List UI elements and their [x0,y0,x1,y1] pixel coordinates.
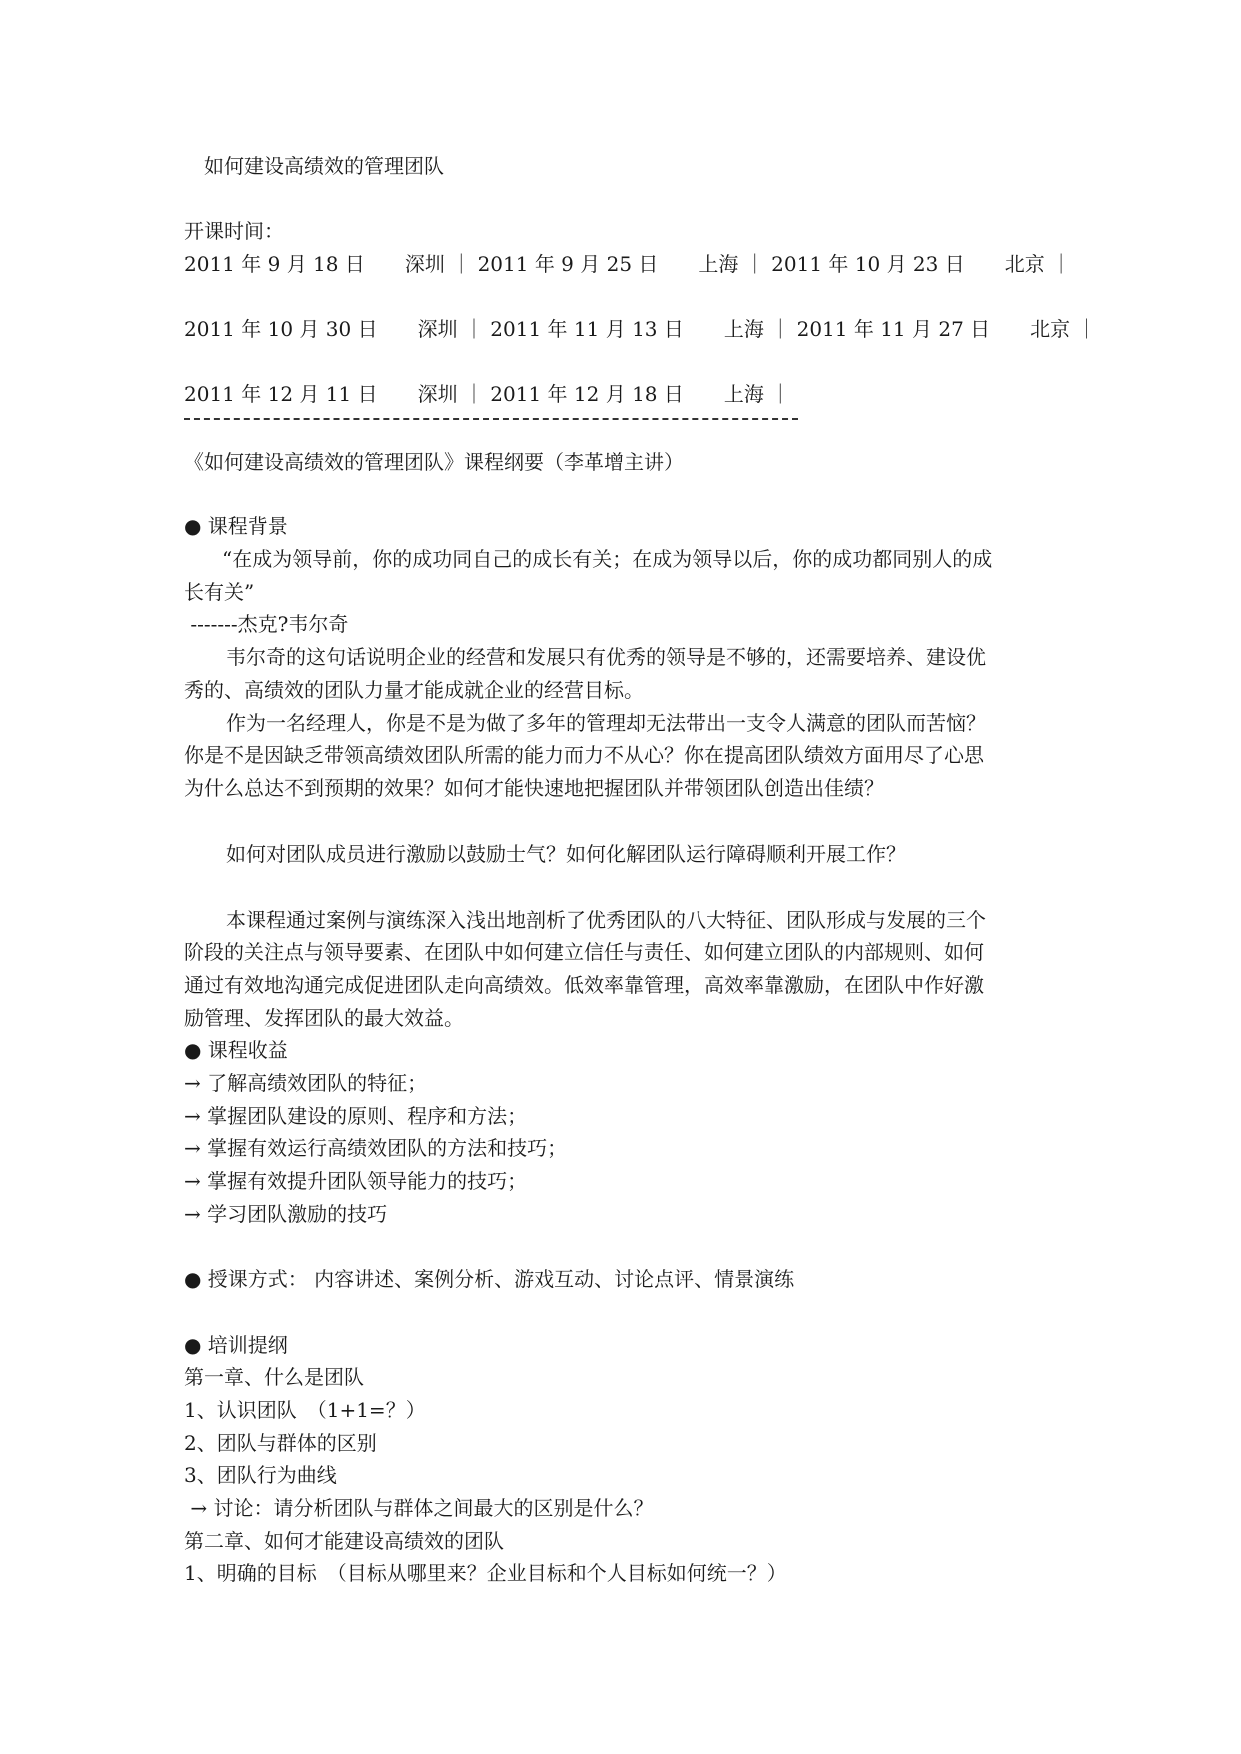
quote-line: 长有关” [184,580,255,604]
benefit-item: → 掌握团队建设的原则、程序和方法； [184,1104,528,1128]
schedule-row: 2011 年 10 月 30 日 深圳 ｜ 2011 年 11 月 13 日 上海 ｜ 2011 年 11 月 27 日 北京 ｜ [184,317,1097,341]
benefit-item: → 掌握有效运行高绩效团队的方法和技巧； [184,1136,568,1160]
paragraph-line: 你是不是因缺乏带领高绩效团队所需的能力而力不从心？你在提高团队绩效方面用尽了心思 [184,743,984,767]
paragraph-line: 韦尔奇的这句话说明企业的经营和发展只有优秀的领导是不够的，还需要培养、建设优 [226,645,986,669]
outline-item: 第二章、如何才能建设高绩效的团队 [184,1529,504,1553]
outline-title: 《如何建设高绩效的管理团队》课程纲要（李革增主讲） [184,450,684,474]
page-title: 如何建设高绩效的管理团队 [204,154,444,178]
benefit-item: → 掌握有效提升团队领导能力的技巧； [184,1169,528,1193]
paragraph-line: 如何对团队成员进行激励以鼓励士气？如何化解团队运行障碍顺利开展工作？ [226,842,906,866]
schedule-row: 2011 年 12 月 11 日 深圳 ｜ 2011 年 12 月 18 日 上海 ｜ [184,382,791,406]
schedule-row: 2011 年 9 月 18 日 深圳 ｜ 2011 年 9 月 25 日 上海 ｜ 2011 年 10 月 23 日 北京 ｜ [184,252,1072,276]
section-heading-outline: ● 培训提纲 [184,1333,288,1357]
section-heading-background: ● 课程背景 [184,514,288,538]
outline-item: 1、明确的目标 （目标从哪里来？企业目标和个人目标如何统一？） [184,1561,787,1585]
outline-item: 3、团队行为曲线 [184,1463,337,1487]
quote-line: “在成为领导前，你的成功同自己的成长有关；在成为领导以后，你的成功都同别人的成 [222,547,993,571]
benefit-item: → 学习团队激励的技巧 [184,1202,388,1226]
paragraph-line: 励管理、发挥团队的最大效益。 [184,1006,464,1030]
paragraph-line: 本课程通过案例与演练深入浅出地剖析了优秀团队的八大特征、团队形成与发展的三个 [226,908,986,932]
benefit-item: → 了解高绩效团队的特征； [184,1071,428,1095]
outline-item: → 讨论：请分析团队与群体之间最大的区别是什么？ [184,1496,654,1520]
outline-item: 第一章、什么是团队 [184,1365,364,1389]
paragraph-line: 通过有效地沟通完成促进团队走向高绩效。低效率靠管理，高效率靠激励，在团队中作好激 [184,973,984,997]
paragraph-line: 作为一名经理人，你是不是为做了多年的管理却无法带出一支令人满意的团队而苦恼？ [226,711,986,735]
outline-item: 2、团队与群体的区别 [184,1431,377,1455]
paragraph-line: 阶段的关注点与领导要素、在团队中如何建立信任与责任、如何建立团队的内部规则、如何 [184,940,984,964]
paragraph-line: 秀的、高绩效的团队力量才能成就企业的经营目标。 [184,678,644,702]
schedule-label: 开课时间： [184,219,284,243]
section-heading-benefits: ● 课程收益 [184,1038,288,1062]
teaching-method: ● 授课方式： 内容讲述、案例分析、游戏互动、讨论点评、情景演练 [184,1267,795,1291]
dashed-divider [184,418,798,420]
outline-item: 1、认识团队 （1+1=？） [184,1398,426,1422]
quote-author: -------杰克?韦尔奇 [184,612,349,636]
paragraph-line: 为什么总达不到预期的效果？如何才能快速地把握团队并带领团队创造出佳绩？ [184,776,884,800]
